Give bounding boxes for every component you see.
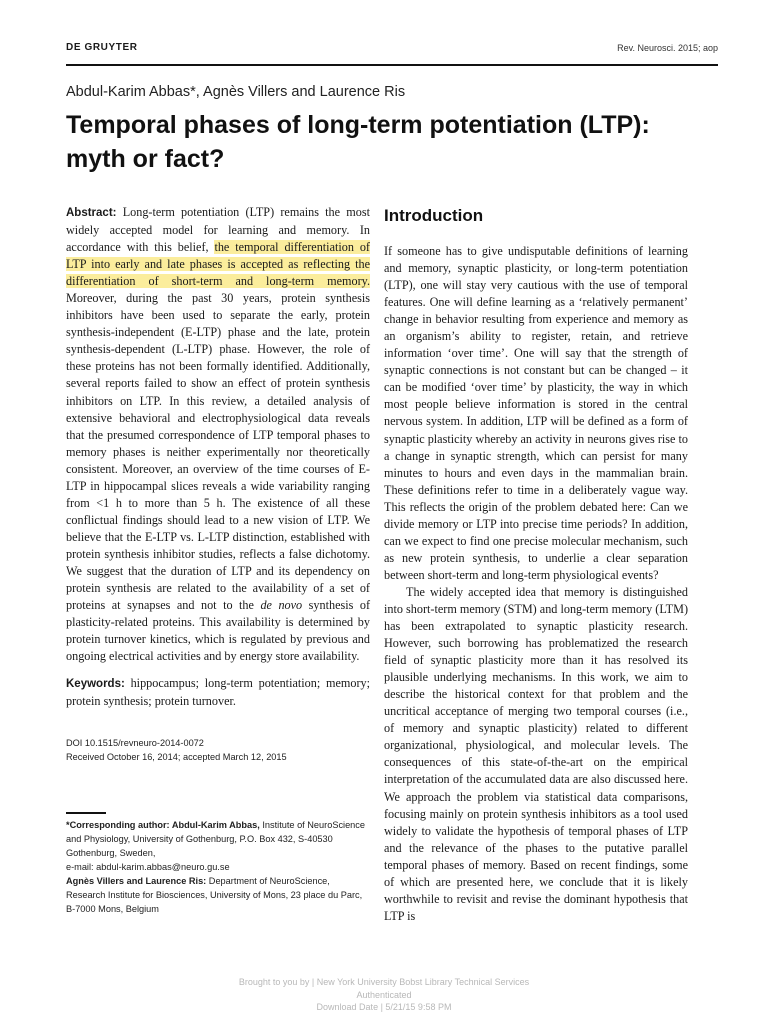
publisher-name: DE GRUYTER — [66, 42, 138, 53]
abstract-paragraph — [66, 204, 370, 665]
doi-line: DOI 10.1515/revneuro-2014-0072 — [66, 738, 204, 749]
introduction-heading: Introduction — [384, 206, 484, 225]
abstract-label: Abstract: — [66, 207, 117, 219]
corresponding-author — [66, 818, 370, 860]
download-footer — [0, 976, 768, 1014]
abstract-text-body: Moreover, during the past 30 years, protein synthesis inhibitors have been used to separate the early, protein synthesis-independent (E-LTP) phase and the late, protein synthesis-dependent (L-LTP) phase. However, the role of these proteins has not been formally identified. Additionally, several reports failed to show an effect of protein synthesis inhibitors on LTP. In this review, a detailed analysis of extensive behavioral and electrophysiological data reveals that the presumed correspondence of LTP temporal phases to memory phases is neither experimentally nor theoretically consistent. Moreover, an overview of the time courses of E-LTP in hippocampal slices reveals a wide variability ranging from <1 h to more than 5 h. The existence of all these conflictual findings should lead to a new vision of LTP. We believe that the E-LTP vs. L-LTP distinction, established with protein synthesis inhibitor studies, reflects a false dichotomy. We suggest that the duration of LTP and its dependency on protein synthesis are related to the availability of a set of proteins at synapses and not to the — [66, 291, 370, 613]
running-header — [66, 40, 718, 66]
abstract-highlight: the temporal differentiation of LTP into early and late phases is accepted as reflecting the differentiation of short-term and long-term memory. — [66, 240, 370, 289]
footer-date: Download Date | 5/21/15 9:58 PM — [316, 1002, 452, 1012]
coauthor-affiliation — [66, 874, 370, 916]
intro-paragraph-2: The widely accepted idea that memory is distinguished into short-term memory (STM) and long-term memory (LTM) has been extrapolated to synaptic plasticity research. However, such borrowing has problematized the research field of synaptic plasticity more than it has resolved its plausible underlying mechanisms. In this work, we aim to describe the historical context for that problem and the uncritical acceptance of merging two temporal courses (i.e., of memory and synaptic plasticity) related to different organizational, physiological, and molecular levels. The consequences of this state-of-the-art on the empirical interpretation of the accumulated data are also discussed here. We approach the problem via statistical data comparisons, focusing mainly on protein synthesis inhibitors as a tool used widely to validate the hypothesis of temporal phases of LTP and the relevance of the phases to the putative parallel temporal phases of memory. Based on recent findings, some of which are presented here, we conclude that it is likely worthwhile to revisit and revise the dominant hypothesis that LTP is — [384, 584, 688, 923]
journal-reference: Rev. Neurosci. 2015; aop — [617, 43, 718, 53]
publication-info — [66, 736, 370, 764]
keywords-label: Keywords: — [66, 678, 125, 691]
keywords-paragraph — [66, 675, 370, 710]
coauthors-label: Agnès Villers and Laurence Ris: — [66, 876, 207, 887]
abstract-italic-term: de novo — [260, 598, 303, 613]
footer-auth: Authenticated — [356, 989, 412, 1000]
author-footnote — [66, 818, 370, 916]
intro-paragraph-1: If someone has to give undisputable definitions of learning and memory, synaptic plasticity, or long-term potentiation (LTP), one will stay very cautious with the use of temporal features. One will define learning as a ‘relatively permanent’ change in behavior resulting from experience and memory as an organism’s ability to register, retain, and retrieve information ‘over time’. One will say that the strength of synaptic connections is not constant but can be changed – it can be modified ‘over time’ by plasticity, the way in which most people believe information is stored in the central nervous system. In addition, LTP will be defined as a form of synaptic plasticity whereby an activity in neurons gives rise to a change in synaptic strength, which can persist for many minutes to hours and even days in the mammalian brain. These definitions refer to time in a deliberately vague way. This reflects the origin of the problem debated here: Can we divide memory or LTP into precise time periods? In addition, can we expect to find one precise molecular mechanism, such as new protein synthesis, to underlie a clear separation between short-term and long-term physiological events? — [384, 244, 688, 582]
author-list: Abdul-Karim Abbas*, Agnès Villers and Laurence Ris — [66, 84, 406, 100]
abstract-column — [66, 204, 370, 916]
abstract-text-intro: Long-term potentiation (LTP) remains the most widely accepted model for learning and memory. In accordance with this belief, — [66, 205, 370, 255]
email-line: e-mail: abdul-karim.abbas@neuro.gu.se — [66, 862, 230, 873]
coauthors-affiliation: Department of NeuroScience, Research Institute for Biosciences, University of Mons, 23 place du Parc, B-7000 Mons, Belgium — [66, 876, 363, 915]
abstract-text-end: synthesis of plasticity-related proteins. This availability is determined by protein turnover kinetics, which is regulated by previous and ongoing electrical activities and by energy store availability. — [66, 598, 371, 664]
corresponding-label: *Corresponding author: Abdul-Karim Abbas, — [66, 820, 260, 831]
corresponding-affiliation: Institute of NeuroScience and Physiology, University of Gothenburg, P.O. Box 432, S-40530 Gothenburg, Sweden, — [66, 820, 366, 859]
received-line: Received October 16, 2014; accepted March 12, 2015 — [66, 752, 287, 763]
footnote-rule — [66, 812, 106, 814]
keywords-text: hippocampus; long-term potentiation; memory; protein synthesis; protein turnover. — [66, 676, 370, 709]
footer-provider: Brought to you by | New York University Bobst Library Technical Services — [238, 977, 530, 987]
introduction-column — [384, 205, 688, 925]
article-title: Temporal phases of long-term potentiation (LTP): myth or fact? — [66, 111, 650, 173]
